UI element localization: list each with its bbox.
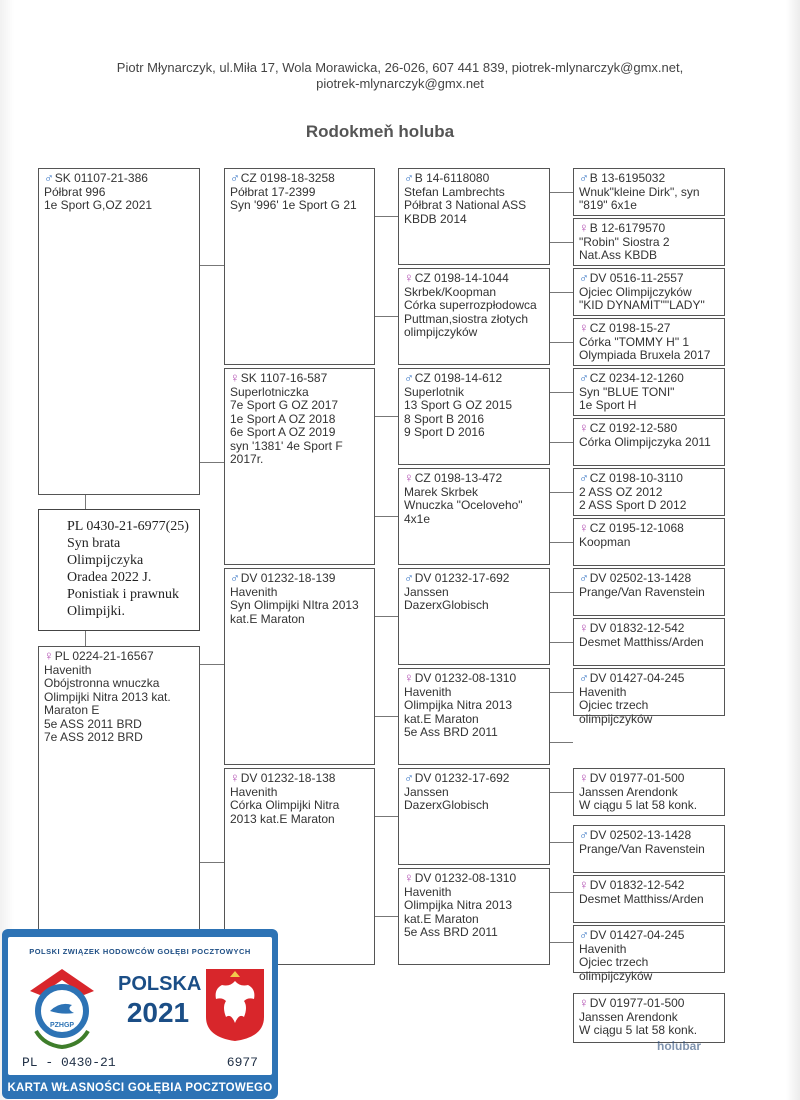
pedigree-connector xyxy=(550,292,573,293)
pedigree-box-line: 2013 kat.E Maraton xyxy=(230,811,335,826)
pedigree-box-gen4 xyxy=(573,168,725,216)
card-organization: POLSKI ZWIĄZEK HODOWCÓW GOŁĘBI POCZTOWYCH xyxy=(29,947,251,956)
pedigree-box-line: 2 ASS OZ 2012 xyxy=(579,484,663,499)
ring-number: DV 01977-01-500 xyxy=(589,771,685,785)
pedigree-box-line: Havenith xyxy=(404,884,452,899)
watermark-logo: holubar xyxy=(657,1039,701,1053)
male-symbol-icon: ♂ xyxy=(579,270,589,285)
ring-number: DV 01232-18-139 xyxy=(240,571,336,585)
pedigree-box-line: Havenith xyxy=(404,684,452,699)
ring-number: PL 0224-21-16567 xyxy=(54,649,154,663)
ring-number: DV 01977-01-500 xyxy=(589,996,685,1010)
pedigree-box-line: 9 Sport D 2016 xyxy=(404,425,485,439)
male-symbol-icon: ♂ xyxy=(404,770,414,785)
female-symbol-icon: ♀ xyxy=(404,670,414,685)
female-symbol-icon: ♀ xyxy=(579,770,589,785)
pedigree-box-line: Prange/Van Ravenstein xyxy=(579,584,705,599)
pedigree-connector xyxy=(85,631,86,646)
pedigree-connector xyxy=(550,492,573,493)
pedigree-connector xyxy=(550,842,573,843)
card-year: 2021 xyxy=(126,997,190,1028)
pedigree-box-line: Syn '996' 1e Sport G 21 xyxy=(230,198,357,212)
ring-number: DV 02502-13-1428 xyxy=(589,571,692,585)
pedigree-box-line: 7e ASS 2012 BRD xyxy=(44,730,143,744)
female-symbol-icon: ♀ xyxy=(230,370,240,385)
eagle-emblem-icon xyxy=(204,967,266,1043)
subject-pigeon-box xyxy=(38,509,200,631)
ring-number: DV 01232-08-1310 xyxy=(414,871,517,885)
female-symbol-icon: ♀ xyxy=(579,420,589,435)
pedigree-box-line: Ojciec trzech xyxy=(579,955,649,969)
pedigree-connector xyxy=(550,442,573,443)
pedigree-box-gen1 xyxy=(38,646,200,936)
pedigree-box-line: Olimpijka Nitra 2013 xyxy=(404,698,513,712)
ring-number: CZ 0198-18-3258 xyxy=(240,171,335,185)
pedigree-connector xyxy=(550,342,573,343)
female-symbol-icon: ♀ xyxy=(579,620,589,635)
female-symbol-icon: ♀ xyxy=(404,870,414,885)
pedigree-box-line: Havenith xyxy=(44,662,92,677)
card-footer-title: KARTA WŁASNOŚCI GOŁĘBIA POCZTOWEGO xyxy=(7,1082,273,1094)
ring-number: B 13-6195032 xyxy=(589,171,666,185)
pedigree-connector xyxy=(200,664,224,665)
pedigree-box-gen4 xyxy=(573,875,725,923)
pedigree-box-line: Janssen Arendonk xyxy=(579,784,678,799)
pedigree-box-gen3 xyxy=(398,568,550,665)
pedigree-box-line: olimpijczyków xyxy=(404,325,478,339)
pedigree-connector xyxy=(375,616,398,617)
pedigree-box-line: Córka superrozpłodowca xyxy=(404,298,537,312)
ring-number: DV 01232-17-692 xyxy=(414,771,510,785)
card-ring-number: PL - 0430-21 xyxy=(22,1055,116,1070)
pedigree-box-line: W ciągu 5 lat 58 konk. xyxy=(579,1023,698,1037)
pedigree-box-line: 6e Sport A OZ 2019 xyxy=(230,425,336,439)
pedigree-box-line: 13 Sport G OZ 2015 xyxy=(404,398,513,412)
pedigree-box-line: Desmet Matthiss/Arden xyxy=(579,891,704,906)
owner-contact xyxy=(40,60,760,92)
pedigree-box-line: "Robin" Siostra 2 xyxy=(579,234,670,249)
male-symbol-icon: ♂ xyxy=(579,470,589,485)
pedigree-box-gen3 xyxy=(398,768,550,865)
pedigree-box-line: Wnuczka "Oceloveho" xyxy=(404,498,523,512)
pedigree-box-line: Półbrat 3 National ASS xyxy=(404,198,527,212)
pedigree-box-line: 5e Ass BRD 2011 xyxy=(404,925,498,939)
pedigree-connector xyxy=(200,462,224,463)
pedigree-box-line: 1e Sport H xyxy=(579,398,637,412)
female-symbol-icon: ♀ xyxy=(579,520,589,535)
male-symbol-icon: ♂ xyxy=(44,170,54,185)
pedigree-connector xyxy=(200,862,224,863)
pedigree-connector xyxy=(200,265,224,266)
subject-line: Ponistiak i prawnuk xyxy=(67,587,179,602)
pedigree-connector xyxy=(375,716,398,717)
ring-number: CZ 0195-12-1068 xyxy=(589,521,684,535)
pedigree-box-line: DazerxGlobisch xyxy=(404,798,489,812)
male-symbol-icon: ♂ xyxy=(230,170,240,185)
pedigree-box-gen4 xyxy=(573,268,725,316)
pedigree-box-line: KBDB 2014 xyxy=(404,211,467,226)
pedigree-connector xyxy=(375,316,398,317)
ring-number: CZ 0234-12-1260 xyxy=(589,371,684,385)
card-country: POLSKA xyxy=(118,973,202,995)
pedigree-connector xyxy=(550,892,573,893)
pedigree-box-line: Marek Skrbek xyxy=(404,484,479,499)
pedigree-box-line: kat.E Maraton xyxy=(404,911,479,926)
pedigree-box-line: 4x1e xyxy=(404,511,431,526)
pedigree-box-line: Maraton E xyxy=(44,703,100,717)
pedigree-connector xyxy=(550,542,573,543)
pedigree-box-gen1 xyxy=(38,168,200,495)
pedigree-box-line: syn '1381' 4e Sport F xyxy=(230,438,343,453)
pedigree-box-line: Puttman,siostra złotych xyxy=(404,311,529,326)
pedigree-box-line: Ojciec Olimpijczyków xyxy=(579,284,692,299)
owner-contact-line-1: Piotr Młynarczyk, ul.Miła 17, Wola Morawicka, 26-026, 607 441 839, piotrek-mlynarczyk@gmx.net, xyxy=(116,60,684,75)
ring-number: DV 01232-08-1310 xyxy=(414,671,517,685)
pedigree-connector xyxy=(550,942,573,943)
pedigree-box-line: Córka Olimpijczyka 2011 xyxy=(579,434,711,449)
pedigree-box-line: Półbrat 17-2399 xyxy=(230,184,316,199)
card-pigeon-number: 6977 xyxy=(226,1055,258,1070)
pedigree-box-gen4 xyxy=(573,768,725,816)
subject-line: Oradea 2022 J. xyxy=(67,570,152,585)
pedigree-connector xyxy=(550,742,573,743)
female-symbol-icon: ♀ xyxy=(44,648,54,663)
ring-number: CZ 0198-13-472 xyxy=(414,471,503,485)
pedigree-box-gen2 xyxy=(224,168,375,365)
male-symbol-icon: ♂ xyxy=(579,670,589,685)
subject-line: Olimpijki. xyxy=(67,604,125,619)
pedigree-box-line: Obójstronna wnuczka xyxy=(44,676,160,690)
pedigree-box-gen4 xyxy=(573,468,725,516)
pedigree-box-line: Skrbek/Koopman xyxy=(404,284,497,299)
pedigree-box-line: 8 Sport B 2016 xyxy=(404,411,485,426)
ring-number: DV 01232-17-692 xyxy=(414,571,510,585)
ring-number: CZ 0198-14-612 xyxy=(414,371,503,385)
ring-number: CZ 0198-10-3110 xyxy=(589,471,683,485)
pedigree-box-line: "KID DYNAMIT""LADY" xyxy=(579,298,705,312)
ring-number: B 12-6179570 xyxy=(589,221,666,235)
pedigree-connector xyxy=(550,642,573,643)
pedigree-connector xyxy=(375,916,398,917)
male-symbol-icon: ♂ xyxy=(230,570,240,585)
pedigree-box-line: Prange/Van Ravenstein xyxy=(579,841,705,856)
pedigree-connector xyxy=(550,242,573,243)
pedigree-connector xyxy=(550,692,573,693)
pedigree-box-gen2 xyxy=(224,568,375,765)
female-symbol-icon: ♀ xyxy=(579,877,589,892)
ring-number: DV 01232-18-138 xyxy=(240,771,336,785)
male-symbol-icon: ♂ xyxy=(579,570,589,585)
ring-number: DV 01427-04-245 xyxy=(589,928,685,942)
pedigree-box-gen3 xyxy=(398,268,550,365)
ring-number: DV 0516-11-2557 xyxy=(589,271,684,285)
pedigree-box-line: Nat.Ass KBDB xyxy=(579,248,658,262)
pedigree-title: Rodokmeň holuba xyxy=(305,122,455,141)
pedigree-box-line: Havenith xyxy=(579,684,627,699)
male-symbol-icon: ♂ xyxy=(579,927,589,942)
female-symbol-icon: ♀ xyxy=(579,995,589,1010)
ring-number: CZ 0192-12-580 xyxy=(589,421,678,435)
pedigree-box-gen4 xyxy=(573,568,725,616)
pedigree-box-gen3 xyxy=(398,668,550,765)
subject-line: PL 0430-21-6977(25) xyxy=(67,519,189,534)
pedigree-box-gen4 xyxy=(573,925,725,983)
pedigree-box-line: Janssen xyxy=(404,584,449,599)
pedigree-box-line: Córka Olimpijki Nitra xyxy=(230,798,340,812)
pedigree-box-line: 5e ASS 2011 BRD xyxy=(44,716,142,731)
ring-number: B 14-6118080 xyxy=(414,171,490,185)
pedigree-box-line: Olimpijka Nitra 2013 xyxy=(404,898,513,912)
pedigree-box-line: Olympiada Bruxela 2017 xyxy=(579,348,711,362)
female-symbol-icon: ♀ xyxy=(404,270,414,285)
pedigree-box-gen4 xyxy=(573,418,725,466)
female-symbol-icon: ♀ xyxy=(404,470,414,485)
pedigree-box-line: Córka "TOMMY H" 1 xyxy=(579,334,690,349)
pedigree-box-line: Superlotnik xyxy=(404,384,465,399)
pedigree-box-line: olimpijczyków xyxy=(579,711,653,726)
pedigree-box-gen4 xyxy=(573,618,725,666)
ownership-card xyxy=(2,929,278,1099)
pedigree-box-line: Stefan Lambrechts xyxy=(404,184,505,199)
pedigree-connector xyxy=(375,516,398,517)
pedigree-box-line: 1e Sport G,OZ 2021 xyxy=(44,198,153,212)
pedigree-box-gen4 xyxy=(573,825,725,873)
pedigree-connector xyxy=(550,592,573,593)
pedigree-box-line: Syn Olimpijki NItra 2013 xyxy=(230,598,359,612)
pedigree-box-gen3 xyxy=(398,468,550,565)
pedigree-box-line: kat.E Maraton xyxy=(404,711,479,726)
pzhgp-logo xyxy=(20,961,104,1051)
female-symbol-icon: ♀ xyxy=(579,220,589,235)
ring-number: DV 01832-12-542 xyxy=(589,621,685,635)
pedigree-connector xyxy=(550,192,573,193)
pedigree-box-gen3 xyxy=(398,168,550,265)
pedigree-box-line: DazerxGlobisch xyxy=(404,598,489,612)
male-symbol-icon: ♂ xyxy=(579,827,589,842)
pedigree-connector xyxy=(550,792,573,793)
pedigree-box-line: Janssen xyxy=(404,784,449,799)
pedigree-connector xyxy=(550,392,573,393)
pedigree-box-gen4 xyxy=(573,993,725,1043)
pedigree-box-gen4 xyxy=(573,218,725,266)
pedigree-box-line: "819" 6x1e xyxy=(579,198,637,212)
male-symbol-icon: ♂ xyxy=(404,170,414,185)
ring-number: DV 02502-13-1428 xyxy=(589,828,692,842)
pedigree-box-gen4 xyxy=(573,318,725,366)
pedigree-box-gen3 xyxy=(398,868,550,965)
subject-line: Syn brata xyxy=(67,536,121,551)
pedigree-box-line: 2017r. xyxy=(230,452,264,466)
pedigree-box-gen4 xyxy=(573,368,725,416)
pedigree-box-gen4 xyxy=(573,518,725,566)
owner-contact-line-2: piotrek-mlynarczyk@gmx.net xyxy=(316,76,484,91)
ownership-card-panel xyxy=(8,937,272,1075)
pedigree-box-line: Janssen Arendonk xyxy=(579,1009,678,1024)
ring-number: SK 1107-16-587 xyxy=(240,371,328,385)
male-symbol-icon: ♂ xyxy=(404,570,414,585)
pedigree-connector xyxy=(375,216,398,217)
female-symbol-icon: ♀ xyxy=(230,770,240,785)
pedigree-box-line: Havenith xyxy=(230,784,278,799)
pedigree-box-line: Półbrat 996 xyxy=(44,184,106,199)
male-symbol-icon: ♂ xyxy=(404,370,414,385)
pedigree-box-line: Desmet Matthiss/Arden xyxy=(579,634,704,649)
pedigree-box-line: kat.E Maraton xyxy=(230,611,305,626)
ring-number: DV 01832-12-542 xyxy=(589,878,685,892)
pedigree-connector xyxy=(85,495,86,509)
pedigree-box-gen4 xyxy=(573,668,725,726)
pedigree-connector xyxy=(375,816,398,817)
pedigree-box-line: 1e Sport A OZ 2018 xyxy=(230,411,336,426)
pedigree-box-line: Syn "BLUE TONI" xyxy=(579,384,675,399)
pedigree-box-line: olimpijczyków xyxy=(579,968,653,983)
pedigree-box-line: Wnuk"kleine Dirk", syn xyxy=(579,184,700,199)
ring-number: CZ 0198-15-27 xyxy=(589,321,671,335)
pedigree-box-gen2 xyxy=(224,368,375,565)
pedigree-box-line: Olimpijki Nitra 2013 kat. xyxy=(44,689,171,704)
pedigree-box-line: Havenith xyxy=(230,584,278,599)
pedigree-box-line: Ojciec trzech xyxy=(579,698,649,712)
male-symbol-icon: ♂ xyxy=(579,370,589,385)
subject-line: Olimpijczyka xyxy=(67,553,144,568)
pedigree-box-line: W ciągu 5 lat 58 konk. xyxy=(579,798,698,812)
pzhgp-logo-text: PZHGP xyxy=(49,1022,75,1029)
pedigree-connector xyxy=(375,416,398,417)
pedigree-box-line: 2 ASS Sport D 2012 xyxy=(579,498,687,512)
male-symbol-icon: ♂ xyxy=(579,170,589,185)
pedigree-box-line: 5e Ass BRD 2011 xyxy=(404,725,498,739)
pedigree-box-line: Superlotniczka xyxy=(230,384,309,399)
female-symbol-icon: ♀ xyxy=(579,320,589,335)
pedigree-box-line: Havenith xyxy=(579,941,627,956)
pedigree-box-line: 7e Sport G OZ 2017 xyxy=(230,398,339,412)
ring-number: SK 01107-21-386 xyxy=(54,171,148,185)
ring-number: CZ 0198-14-1044 xyxy=(414,271,509,285)
ring-number: DV 01427-04-245 xyxy=(589,671,685,685)
pedigree-box-gen3 xyxy=(398,368,550,465)
pedigree-box-line: Koopman xyxy=(579,534,631,549)
